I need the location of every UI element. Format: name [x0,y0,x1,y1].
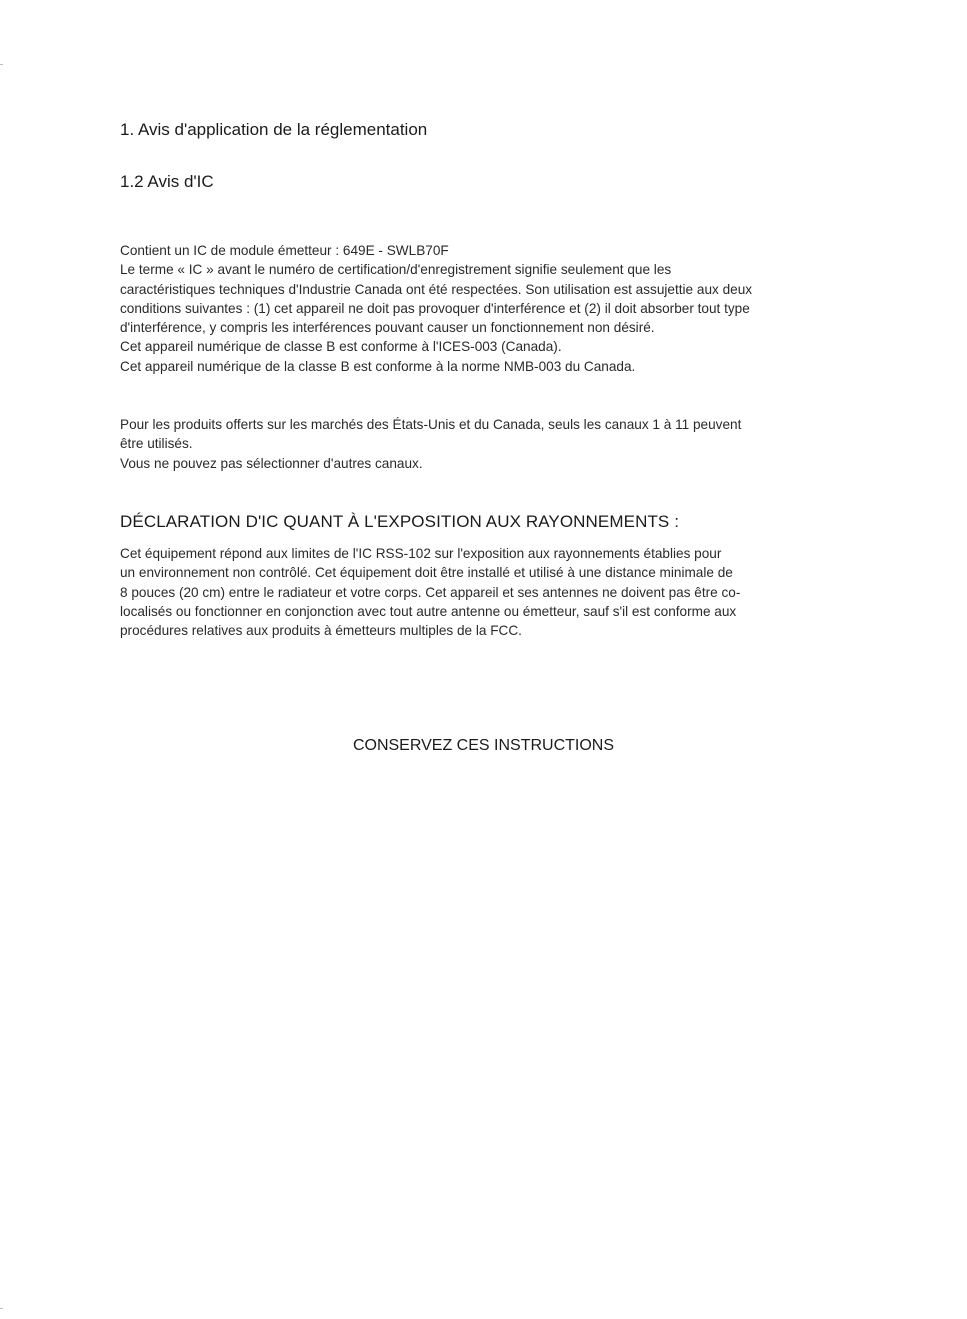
keep-instructions-footer: CONSERVEZ CES INSTRUCTIONS [352,737,615,754]
channels-line: Pour les produits offerts sur les marchés des États-Unis et du Canada, seuls les canaux 1 à 11 peuvent [120,417,742,432]
exposure-line: Cet équipement répond aux limites de l'IC RSS-102 sur l'exposition aux rayonnements établies pour [120,546,722,561]
ic-notice-line: caractéristiques techniques d'Industrie Canada ont été respectées. Son utilisation est assujettie aux deux [120,281,753,297]
scan-edge-mark [0,1308,3,1309]
scan-edge-mark [0,64,3,65]
exposure-line: 8 pouces (20 cm) entre le radiateur et votre corps. Cet appareil et ses antennes ne doivent pas être co- [120,584,741,600]
exposure-line: procédures relatives aux produits à émetteurs multiples de la FCC. [120,623,522,639]
channels-line: Vous ne pouvez pas sélectionner d'autres canaux. [120,455,423,471]
channels-paragraph [120,415,860,473]
ic-notice-line: conditions suivantes : (1) cet appareil ne doit pas provoquer d'interférence et (2) il doit absorber tout type [120,300,750,316]
exposure-line: un environnement non contrôlé. Cet équipement doit être installé et utilisé à une distance minimale de [120,565,733,581]
subsection-title: 1.2 Avis d'IC [120,172,214,191]
channels-line: être utilisés. [120,436,193,452]
exposure-heading: DÉCLARATION D'IC QUANT À L'EXPOSITION AUX RAYONNEMENTS : [120,512,680,531]
ic-notice-line: Le terme « IC » avant le numéro de certification/d'enregistrement signifie seulement que les [120,262,672,278]
ic-notice-line: Cet appareil numérique de la classe B est conforme à la norme NMB-003 du Canada. [120,358,636,374]
exposure-paragraph [120,544,860,640]
ic-notice-line: Cet appareil numérique de classe B est conforme à l'ICES-003 (Canada). [120,339,562,355]
exposure-line: localisés ou fonctionner en conjonction avec tout autre antenne ou émetteur, sauf s'il est conforme aux [120,603,737,619]
ic-notice-line: d'interférence, y compris les interférences pouvant causer un fonctionnement non désiré. [120,320,655,336]
ic-notice-line: Contient un IC de module émetteur : 649E - SWLB70F [120,243,449,258]
section-title: 1. Avis d'application de la réglementation [120,120,428,139]
ic-notice-paragraph [120,241,860,376]
